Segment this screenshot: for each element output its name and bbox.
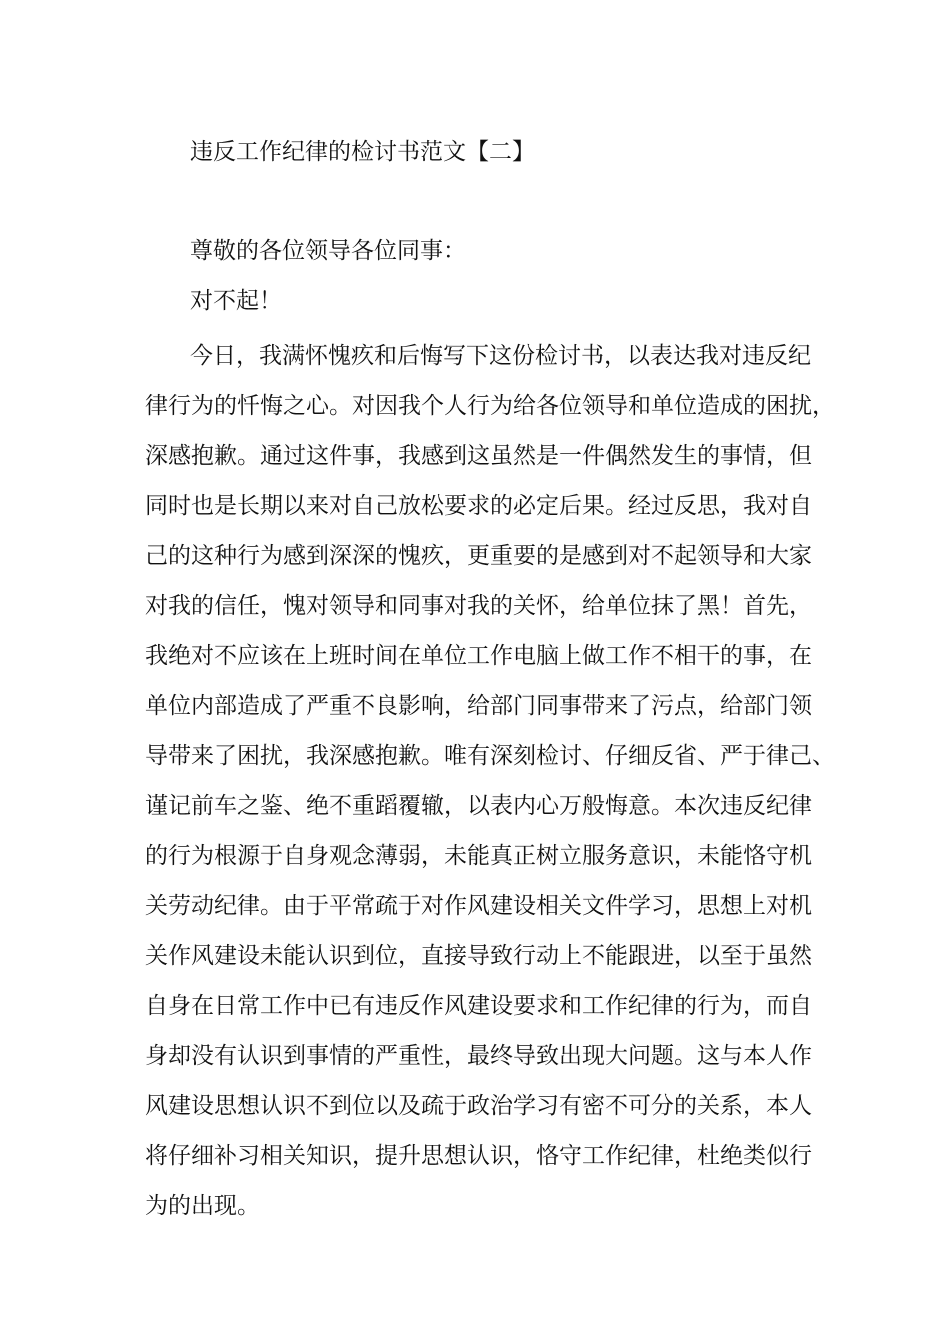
body-line: 自身在日常工作中已有违反作风建设要求和工作纪律的行为，而自 — [145, 993, 812, 1019]
body-line: 谨记前车之鉴、绝不重蹈覆辙，以表内心万般悔意。本次违反纪律 — [145, 793, 812, 819]
body-line: 我绝对不应该在上班时间在单位工作电脑上做工作不相干的事，在 — [145, 643, 812, 669]
body-paragraph — [145, 331, 835, 1231]
document-title: 违反工作纪律的检讨书范文【二】 — [190, 139, 535, 165]
body-line: 同时也是长期以来对自己放松要求的必定后果。经过反思，我对自 — [145, 493, 812, 519]
body-line: 关作风建设未能认识到位，直接导致行动上不能跟进，以至于虽然 — [145, 943, 812, 969]
body-line: 律行为的忏悔之心。对因我个人行为给各位领导和单位造成的困扰， — [145, 393, 835, 419]
body-line: 深感抱歉。通过这件事，我感到这虽然是一件偶然发生的事情，但 — [145, 443, 812, 469]
apology-line: 对不起！ — [190, 288, 282, 314]
body-line: 的行为根源于自身观念薄弱，未能真正树立服务意识，未能恪守机 — [145, 843, 812, 869]
body-line: 单位内部造成了严重不良影响，给部门同事带来了污点，给部门领 — [145, 693, 812, 719]
body-line: 风建设思想认识不到位以及疏于政治学习有密不可分的关系，本人 — [145, 1093, 812, 1119]
salutation: 尊敬的各位领导各位同事： — [190, 238, 466, 264]
body-line: 对我的信任，愧对领导和同事对我的关怀，给单位抹了黑！首先， — [145, 593, 812, 619]
body-line: 为的出现。 — [145, 1193, 260, 1219]
body-line: 己的这种行为感到深深的愧疚，更重要的是感到对不起领导和大家 — [145, 543, 812, 569]
body-line: 导带来了困扰，我深感抱歉。唯有深刻检讨、仔细反省、严于律己、 — [145, 743, 835, 769]
body-line: 身却没有认识到事情的严重性，最终导致出现大问题。这与本人作 — [145, 1043, 812, 1069]
body-line: 关劳动纪律。由于平常疏于对作风建设相关文件学习，思想上对机 — [145, 893, 812, 919]
body-line: 今日，我满怀愧疚和后悔写下这份检讨书，以表达我对违反纪 — [190, 343, 811, 369]
body-line: 将仔细补习相关知识，提升思想认识，恪守工作纪律，杜绝类似行 — [145, 1143, 812, 1169]
